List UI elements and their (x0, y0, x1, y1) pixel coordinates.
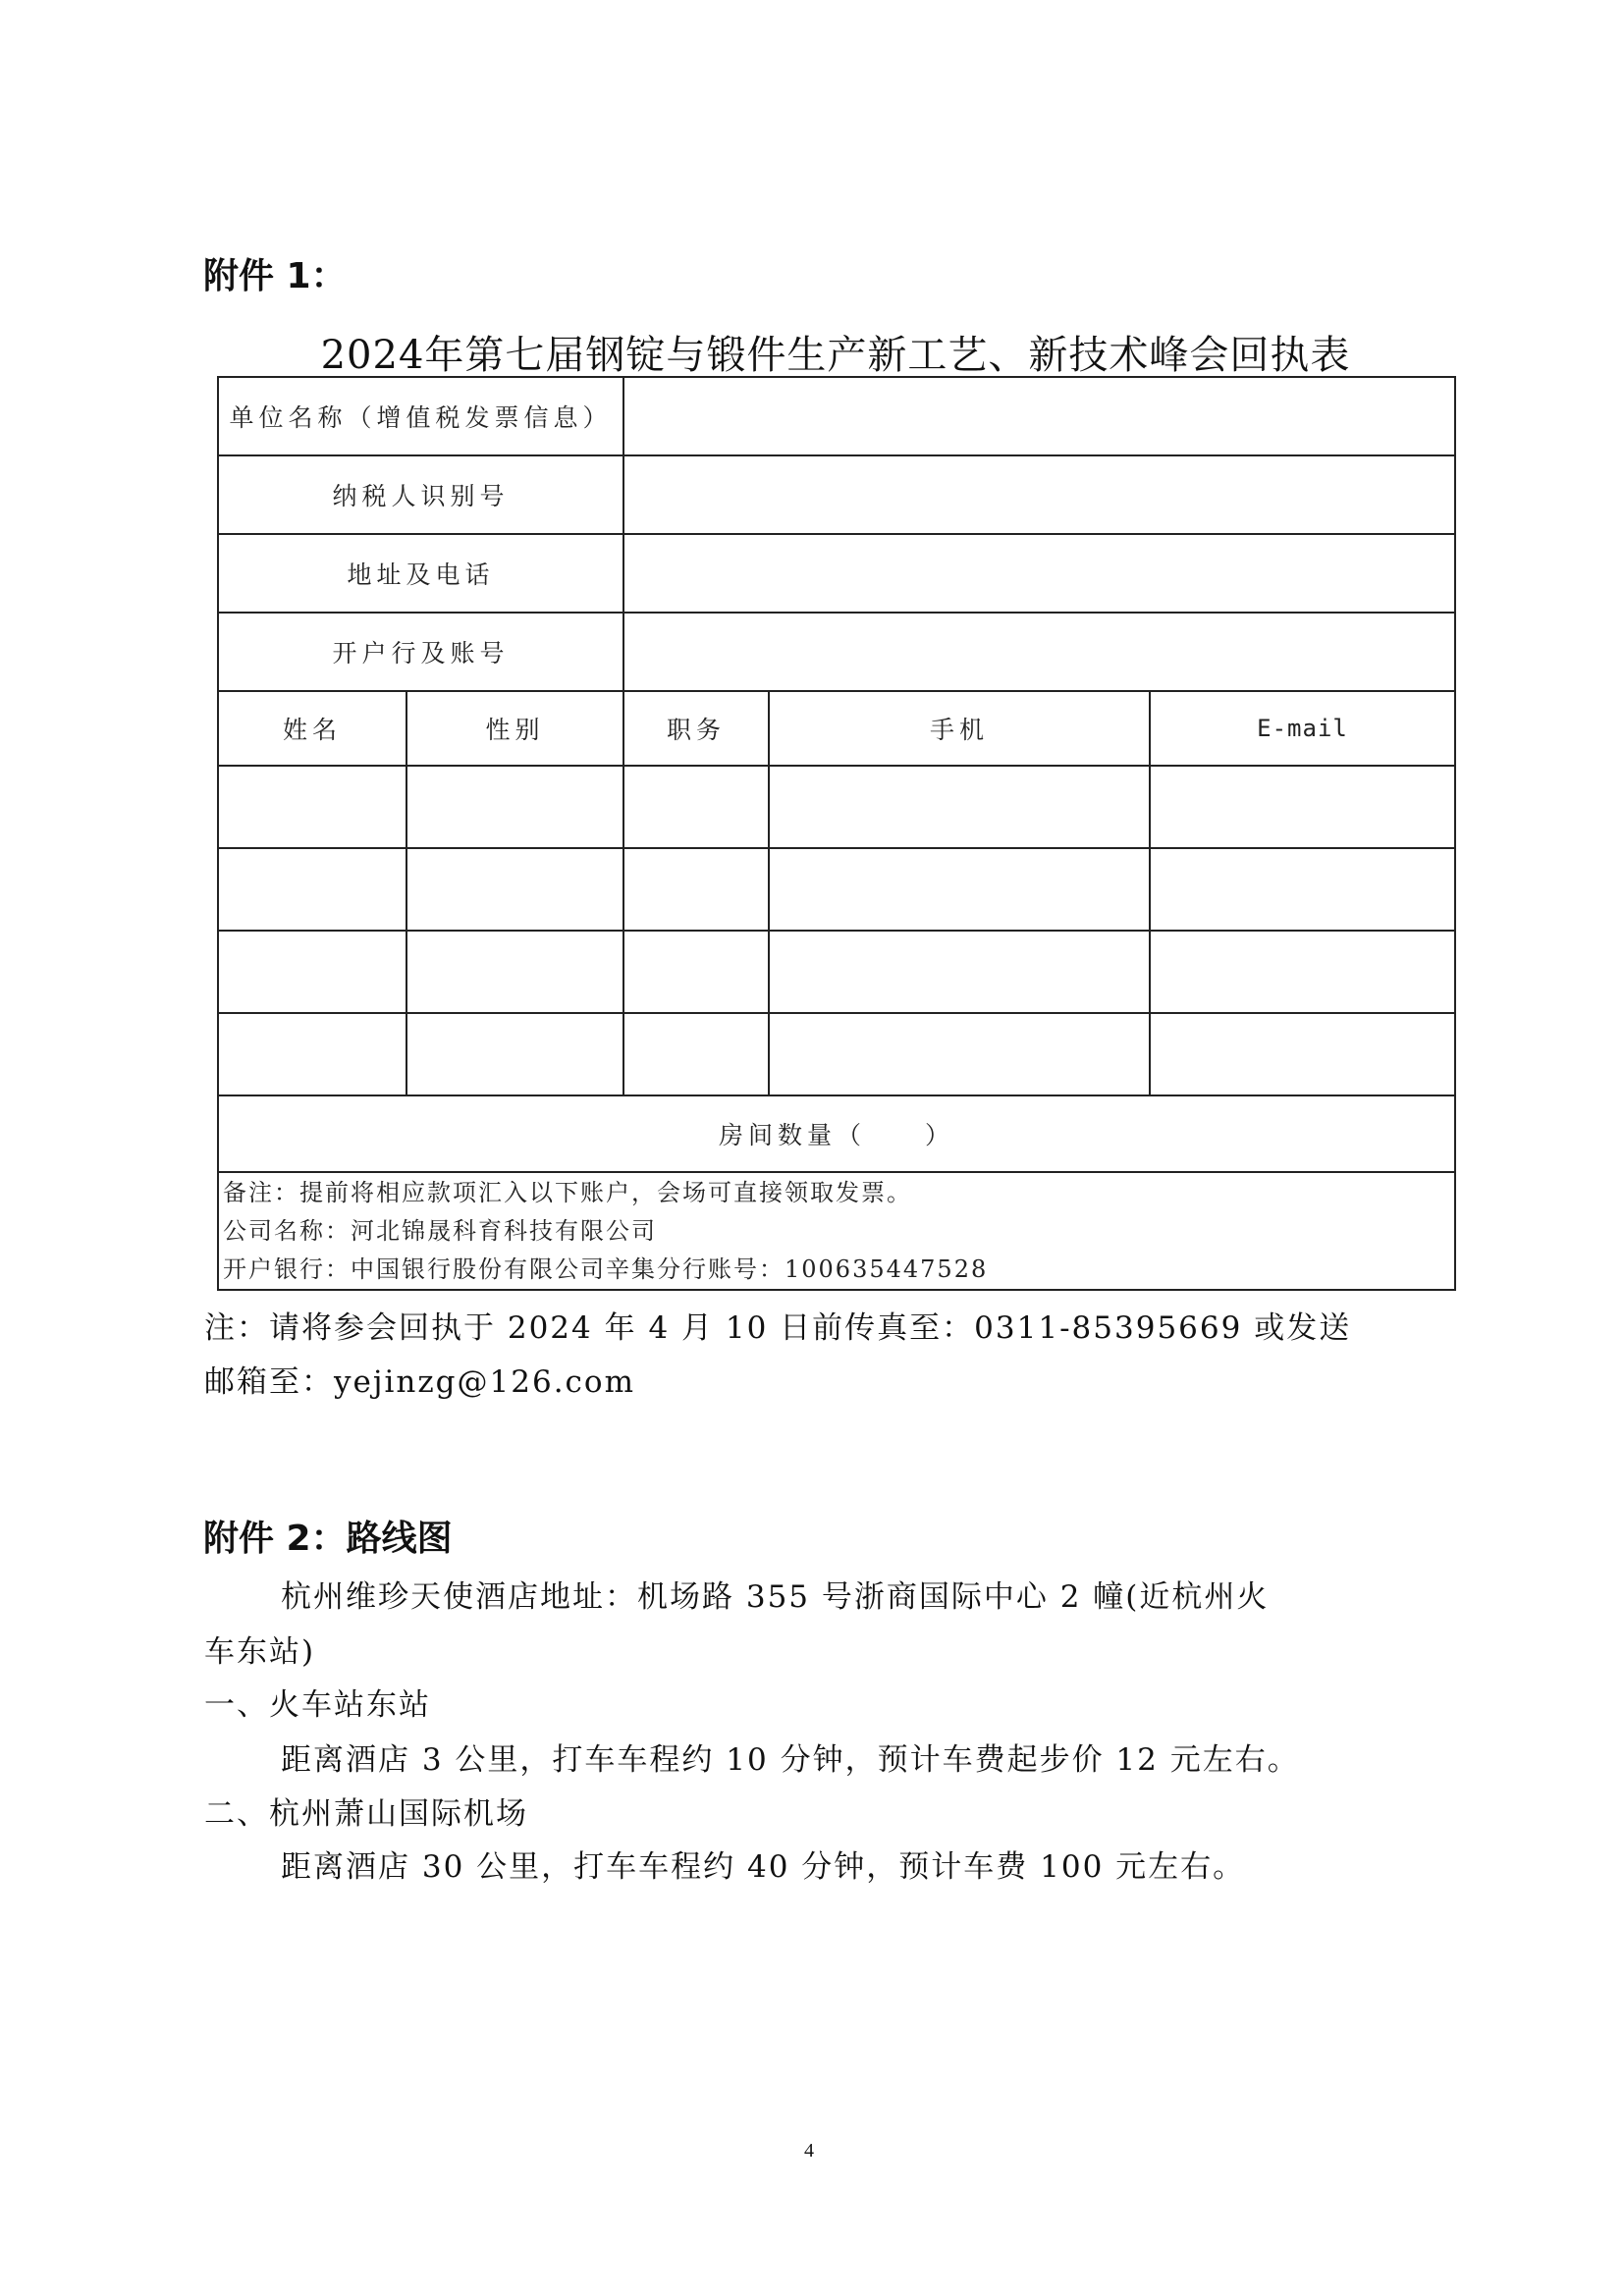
info-row-taxpayer-id (218, 455, 1455, 534)
attendee-name-cell[interactable] (218, 766, 406, 848)
column-header-position: 职务 (623, 691, 769, 766)
attendee-name-cell[interactable] (218, 931, 406, 1013)
attendee-email-cell[interactable] (1150, 1013, 1455, 1095)
attendee-row (218, 1013, 1455, 1095)
form-title: 2024年第七届钢锭与锻件生产新工艺、新技术峰会回执表 (320, 333, 1351, 378)
info-label: 单位名称（增值税发票信息） (218, 377, 623, 455)
attendee-name-cell[interactable] (218, 848, 406, 931)
address-phone-field[interactable] (623, 534, 1455, 613)
info-row-address-phone (218, 534, 1455, 613)
room-count-row (218, 1095, 1455, 1172)
route-title-airport: 二、杭州萧山国际机场 (204, 1796, 528, 1832)
company-name-field[interactable] (623, 377, 1455, 455)
page-number: 4 (804, 2140, 814, 2162)
attendee-email-cell[interactable] (1150, 766, 1455, 848)
column-header-name: 姓名 (218, 691, 406, 766)
info-label: 开户行及账号 (218, 613, 623, 691)
column-header-gender: 性别 (406, 691, 623, 766)
attendee-position-cell[interactable] (623, 931, 769, 1013)
note-bank-account: 开户银行：中国银行股份有限公司辛集分行账号：100635447528 (223, 1255, 989, 1283)
attendee-mobile-cell[interactable] (769, 848, 1150, 931)
attendee-position-cell[interactable] (623, 766, 769, 848)
info-row-company-name (218, 377, 1455, 455)
attendee-mobile-cell[interactable] (769, 931, 1150, 1013)
info-label: 纳税人识别号 (218, 455, 623, 534)
attachment2-heading: 附件 2：路线图 (203, 1519, 453, 1559)
hotel-address-line1: 杭州维珍天使酒店地址：机场路 355 号浙商国际中心 2 幢(近杭州火 (281, 1579, 1270, 1615)
info-row-bank-account (218, 613, 1455, 691)
taxpayer-id-field[interactable] (623, 455, 1455, 534)
attendee-header-row (218, 691, 1455, 766)
info-label: 地址及电话 (218, 534, 623, 613)
attachment1-heading: 附件 1： (203, 256, 347, 296)
route-title-train-station: 一、火车站东站 (204, 1687, 431, 1723)
route-detail-train-station: 距离酒店 3 公里，打车车程约 10 分钟，预计车费起步价 12 元左右。 (281, 1742, 1300, 1778)
submission-note-line1: 注：请将参会回执于 2024 年 4 月 10 日前传真至：0311-85395669 或发送 (204, 1310, 1352, 1346)
room-count-field[interactable]: 房间数量（ ） (218, 1095, 1455, 1172)
attendee-row (218, 766, 1455, 848)
route-detail-airport: 距离酒店 30 公里，打车车程约 40 分钟，预计车费 100 元左右。 (281, 1849, 1246, 1885)
attendee-gender-cell[interactable] (406, 766, 623, 848)
registration-form-table (217, 376, 1456, 1291)
attendee-email-cell[interactable] (1150, 848, 1455, 931)
hotel-address-line2: 车东站) (204, 1634, 316, 1670)
attendee-gender-cell[interactable] (406, 931, 623, 1013)
note-remark: 备注：提前将相应款项汇入以下账户，会场可直接领取发票。 (223, 1178, 912, 1206)
attendee-mobile-cell[interactable] (769, 1013, 1150, 1095)
note-company-name: 公司名称：河北锦晟科育科技有限公司 (223, 1216, 657, 1245)
attendee-gender-cell[interactable] (406, 848, 623, 931)
notes-row (218, 1172, 1455, 1290)
payment-notes (218, 1172, 1455, 1290)
bank-account-field[interactable] (623, 613, 1455, 691)
attendee-row (218, 931, 1455, 1013)
column-header-mobile: 手机 (769, 691, 1150, 766)
attendee-position-cell[interactable] (623, 848, 769, 931)
attendee-name-cell[interactable] (218, 1013, 406, 1095)
attendee-row (218, 848, 1455, 931)
attendee-gender-cell[interactable] (406, 1013, 623, 1095)
column-header-email: E-mail (1150, 691, 1455, 766)
attendee-email-cell[interactable] (1150, 931, 1455, 1013)
submission-note-line2: 邮箱至：yejinzg@126.com (204, 1364, 635, 1400)
attendee-mobile-cell[interactable] (769, 766, 1150, 848)
attendee-position-cell[interactable] (623, 1013, 769, 1095)
